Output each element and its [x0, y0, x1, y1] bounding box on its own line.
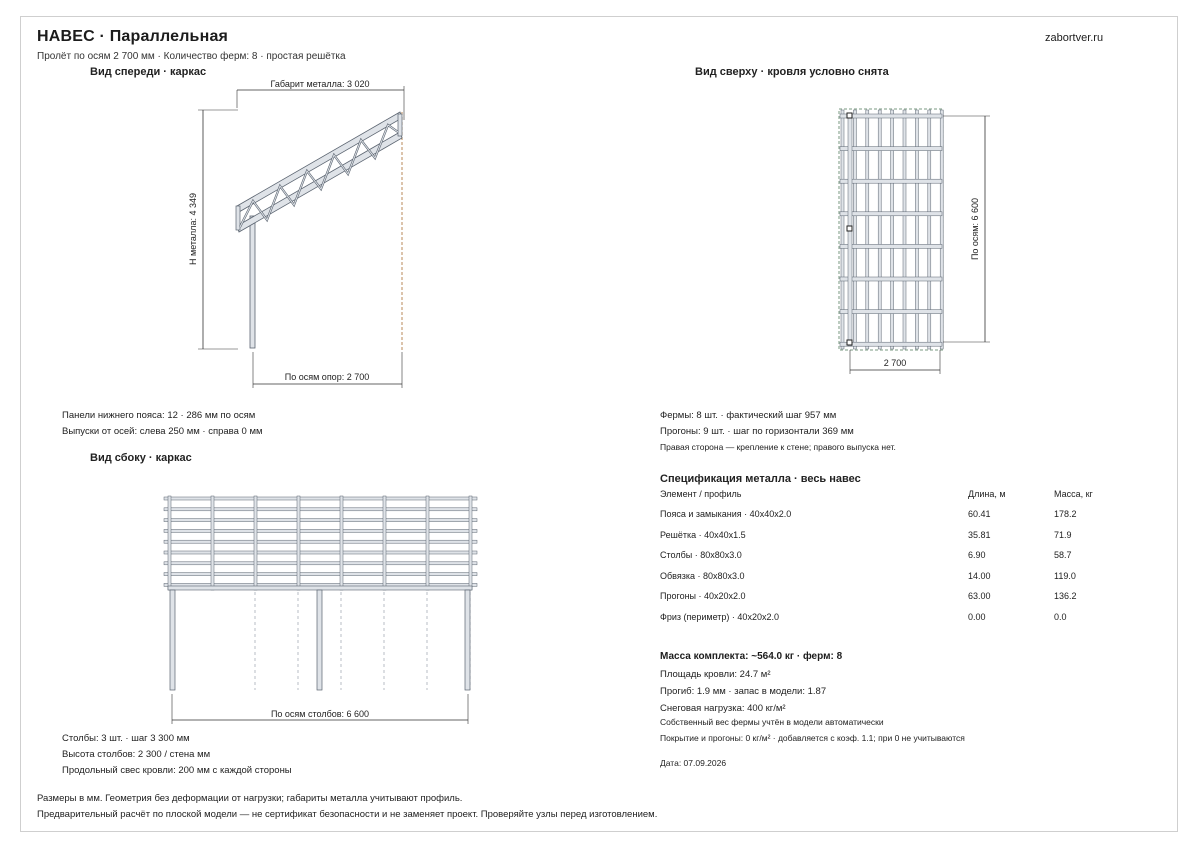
footer-line-2: Предварительный расчёт по плоской модели — не сертификат безопасности и не заменяет проект. Проверяйте узлы перед изготовлением. [37, 809, 658, 820]
top-note-small: Правая сторона — крепление к стене; правого выпуска нет. [660, 442, 896, 452]
spec-cell: 14.00 [968, 570, 991, 581]
spec-col-length: Длина, м [968, 489, 1006, 499]
front-note-2: Выпуски от осей: слева 250 мм · справа 0 мм [62, 426, 263, 437]
front-note-1: Панели нижнего пояса: 12 · 286 мм по осям [62, 410, 256, 421]
side-truss-end [254, 496, 257, 590]
spec-table [660, 489, 1124, 632]
spec-cell: Фриз (периметр) · 40х20х2.0 [660, 611, 779, 622]
spec-cell: 58.7 [1054, 550, 1072, 560]
top-dim-width: 2 700 [883, 358, 907, 368]
side-frame [164, 496, 477, 690]
side-note-2: Высота столбов: 2 300 / стена мм [62, 749, 211, 760]
spec-cell: 63.00 [968, 591, 991, 601]
side-note-1: Столбы: 3 шт. · шаг 3 300 мм [62, 733, 190, 744]
side-post [465, 590, 470, 690]
side-note-3: Продольный свес кровли: 200 мм с каждой стороны [62, 765, 292, 776]
summary-line-1: Площадь кровли: 24.7 м² [660, 669, 771, 680]
side-post [170, 590, 175, 690]
spec-cell: Столбы · 80х80х3.0 [660, 550, 742, 560]
spec-cell: 71.9 [1054, 529, 1072, 540]
table-row [660, 571, 1124, 592]
spec-cell: 136.2 [1054, 591, 1077, 601]
side-truss-end [168, 496, 171, 590]
spec-cell: Пояса и замыкания · 40х40х2.0 [660, 509, 792, 519]
side-beam [168, 586, 472, 590]
spec-cell: 35.81 [968, 529, 991, 540]
spec-header-row [660, 489, 1124, 509]
top-note-2: Прогоны: 9 шт. · шаг по горизонтали 369 мм [660, 426, 854, 437]
page-subtitle: Пролёт по осям 2 700 мм · Количество ферм: 8 · простая решётка [37, 51, 346, 62]
spec-cell: Решётка · 40х40х1.5 [660, 529, 746, 540]
front-dim-width: Габарит металла: 3 020 [270, 79, 370, 89]
side-post [317, 590, 322, 690]
site-label: zabortver.ru [1045, 32, 1104, 44]
table-row [660, 509, 1124, 530]
top-view-heading: Вид сверху · кровля условно снята [695, 66, 889, 78]
side-dim-axes: По осям столбов: 6 600 [270, 709, 370, 719]
side-truss-end [383, 496, 386, 590]
spec-cell: 0.0 [1054, 611, 1067, 622]
summary-line-2: Прогиб: 1.9 мм · запас в модели: 1.87 [660, 686, 827, 697]
spec-cell: 0.00 [968, 611, 986, 622]
side-truss-end [297, 496, 300, 590]
spec-col-mass: Масса, кг [1054, 489, 1093, 499]
spec-heading: Спецификация металла · весь навес [660, 473, 861, 485]
spec-cell: Прогоны · 40х20х2.0 [660, 591, 746, 601]
footer-line-1: Размеры в мм. Геометрия без деформации от нагрузки; габариты металла учитывают профиль. [37, 793, 463, 804]
page-title: НАВЕС · Параллельная [37, 28, 229, 45]
spec-cell: 6.90 [968, 550, 986, 560]
table-row [660, 550, 1124, 571]
side-truss-end [469, 496, 472, 590]
side-view-heading: Вид сбоку · каркас [90, 452, 192, 464]
spec-cell: 119.0 [1054, 570, 1076, 581]
top-note-1: Фермы: 8 шт. · фактический шаг 957 мм [660, 410, 837, 421]
front-dim-axes: По осям опор: 2 700 [284, 372, 370, 382]
summary-line-3: Снеговая нагрузка: 400 кг/м² [660, 703, 786, 714]
summary-date: Дата: 07.09.2026 [660, 758, 727, 768]
table-row [660, 612, 1124, 633]
summary-small-2: Покрытие и прогоны: 0 кг/м² · добавляется с коэф. 1.1; при 0 не учитываются [660, 733, 965, 743]
side-truss-end [426, 496, 429, 590]
side-truss-end [340, 496, 343, 590]
spec-cell: 60.41 [968, 509, 991, 519]
spec-cell: 178.2 [1054, 509, 1077, 519]
summary-small-1: Собственный вес фермы учтён в модели автоматически [660, 717, 884, 727]
table-row [660, 530, 1124, 551]
front-dim-height: Н металла: 4 349 [188, 193, 198, 265]
summary-mass: Масса комплекта: ~564.0 кг · ферм: 8 [660, 651, 843, 662]
front-view-heading: Вид спереди · каркас [90, 66, 207, 78]
table-row [660, 591, 1124, 612]
top-dim-length: По осям: 6 600 [970, 197, 980, 261]
spec-cell: Обвязка · 80х80х3.0 [660, 570, 745, 581]
spec-col-element: Элемент / профиль [660, 489, 742, 499]
side-truss-end [211, 496, 214, 590]
